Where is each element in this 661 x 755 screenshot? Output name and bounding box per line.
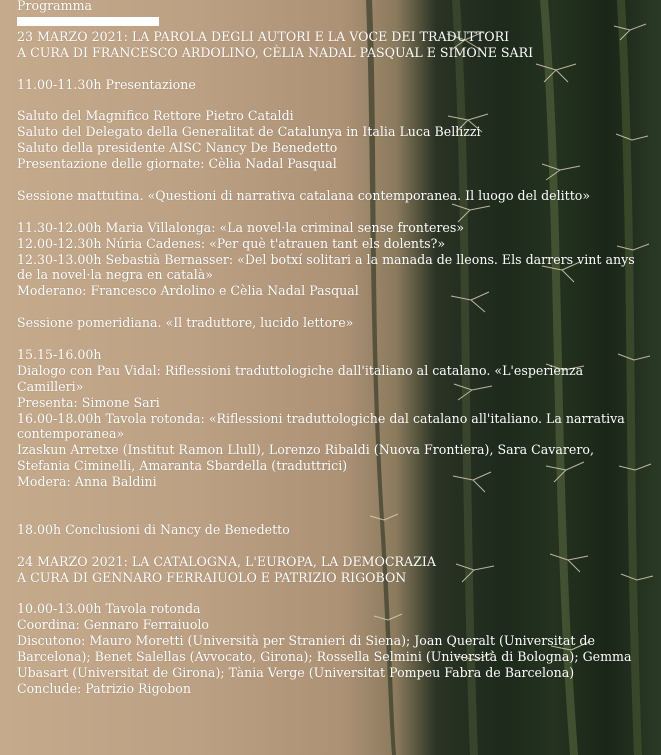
morning-talk-line: de la novel·la negra en català»: [17, 267, 213, 283]
presentation-time: 11.00-11.30h Presentazione: [17, 76, 196, 92]
morning-talk-line: 12.30-13.00h Sebastià Bernasser: «Del botxí solitari a la manada de lleons. Els darrers vint anys: [17, 251, 635, 267]
greeting-line: Saluto del Delegato della Generalitat de Catalunya in Italia Luca Bellizzi: [17, 124, 481, 140]
afternoon-line: contemporanea»: [17, 426, 125, 442]
greeting-line: Saluto della presidente AISC Nancy De Benedetto: [17, 140, 338, 156]
morning-talk-line: Moderano: Francesco Ardolino e Cèlia Nadal Pasqual: [17, 283, 359, 299]
greeting-line: Saluto del Magnifico Rettore Pietro Cataldi: [17, 108, 294, 124]
header-bar: [17, 17, 159, 26]
day2-title-line2: A CURA DI GENNARO FERRAIUOLO E PATRIZIO RIGOBON: [17, 569, 407, 585]
conclusions-line: 18.00h Conclusioni di Nancy de Benedetto: [17, 521, 290, 537]
program-text: [17, 0, 653, 697]
day1-title-line1: 23 MARZO 2021: LA PAROLA DEGLI AUTORI E LA VOCE DEI TRADUTTORI: [17, 28, 510, 44]
afternoon-line: 15.15-16.00h: [17, 346, 102, 362]
day2-line: Ubasart (Universitat de Girona); Tània Verge (Universitat Pompeu Fabra de Barcelona): [17, 665, 575, 680]
greeting-line: Presentazione delle giornate: Cèlia Nadal Pasqual: [17, 156, 337, 172]
afternoon-line: Camilleri»: [17, 378, 84, 394]
day2-line: Conclude: Patrizio Rigobon: [17, 680, 191, 696]
afternoon-line: Presenta: Simone Sari: [17, 394, 160, 410]
program-label: Programma: [17, 0, 93, 13]
afternoon-line: Modera: Anna Baldini: [17, 474, 157, 490]
day2-line: 10.00-13.00h Tavola rotonda: [17, 601, 201, 617]
day2-line: Coordina: Gennaro Ferraiuolo: [17, 617, 210, 633]
day2-title-line1: 24 MARZO 2021: LA CATALOGNA, L'EUROPA, LA DEMOCRAZIA: [17, 553, 436, 569]
afternoon-line: Stefania Ciminelli, Amaranta Sbardella (traduttrici): [17, 458, 348, 474]
day2-line: Barcelona); Benet Salellas (Avvocato, Girona); Rossella Selmini (Università di Bologna); Gemma: [17, 649, 632, 665]
day2-line: Discutono: Mauro Moretti (Università per Stranieri di Siena); Joan Queralt (Universitat de: [17, 633, 595, 649]
day1-title-line2: A CURA DI FRANCESCO ARDOLINO, CÈLIA NADAL PASQUAL E SIMONE SARI: [17, 44, 534, 60]
morning-session-title: Sessione mattutina. «Questioni di narrativa catalana contemporanea. Il luogo del delitto»: [17, 187, 591, 203]
afternoon-session-title: Sessione pomeridiana. «Il traduttore, lucido lettore»: [17, 315, 354, 331]
afternoon-line: 16.00-18.00h Tavola rotonda: «Riflessioni traduttologiche dal catalano all'italiano. La narrativa: [17, 410, 625, 426]
afternoon-line: Izaskun Arretxe (Institut Ramon Llull), Lorenzo Ribaldi (Nuova Frontiera), Sara Cavarero,: [17, 442, 594, 458]
afternoon-line: Dialogo con Pau Vidal: Riflessioni traduttologiche dall'italiano al catalano. «L'esperienza: [17, 362, 584, 378]
morning-talk-line: 12.00-12.30h Núria Cadenes: «Per què t'atrauen tant els dolents?»: [17, 235, 446, 251]
morning-talk-line: 11.30-12.00h Maria Villalonga: «La novel·la criminal sense fronteres»: [17, 219, 465, 235]
